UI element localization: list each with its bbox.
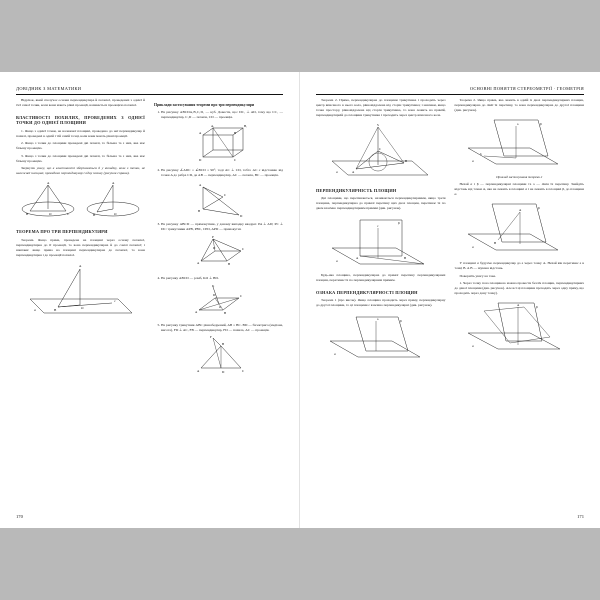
svg-text:A: A [199, 130, 202, 135]
svg-text:A: A [519, 208, 522, 213]
svg-text:A: A [78, 263, 81, 268]
folio-left: 170 [16, 514, 23, 519]
svg-text:D: D [222, 369, 225, 374]
property-3: 3. Якщо з точки до площини проведені дві похилі, то більша та з них, яка має більшу проекцію. [16, 153, 145, 163]
svg-text:A: A [197, 368, 200, 373]
left-column-1 [16, 98, 145, 496]
svg-text:B: B [234, 130, 237, 135]
svg-text:a: a [517, 121, 519, 126]
figure-example-distance [464, 200, 574, 258]
svg-text:D: D [240, 213, 243, 218]
svg-text:b: b [480, 151, 482, 156]
svg-text:F: F [210, 335, 212, 339]
heading-three-perpendiculars: ТЕОРЕМА ПРО ТРИ ПЕРПЕНДИКУЛЯРИ [16, 229, 108, 235]
property-1: 1. Якщо з однієї точки, не належної площині, проведено до неї перпендикуляр й похилі, проведені в одній і тій самій точці, коли вони мають рівні проекції. [16, 128, 145, 138]
svg-text:A: A [355, 256, 359, 261]
figure-theorem2-right [464, 116, 574, 172]
figure-triangle-perpendicular [326, 121, 436, 181]
heading-sign-perpendicularity: ОЗНАКА ПЕРПЕНДИКУЛЯРНОСТІ ПЛОЩИН [316, 290, 418, 296]
folio-right: 171 [577, 514, 584, 519]
note-2: Поверніть увагу на таке. [459, 273, 496, 278]
svg-text:O: O [113, 212, 117, 217]
example-text-4: На рисунку ABCD — ромб, KO ⊥ BD. [161, 275, 219, 280]
svg-text:a: a [376, 317, 379, 322]
svg-text:C: C [242, 246, 245, 251]
right-column-2 [455, 98, 585, 496]
figure-example-5 [193, 336, 251, 378]
svg-text:A: A [199, 182, 202, 187]
svg-text:D: D [213, 245, 216, 250]
svg-text:B: B [222, 341, 225, 346]
svg-text:A: A [351, 169, 355, 174]
example-item-4 [161, 276, 283, 320]
note-3: 1. Через точку поза площиною можна провести безліч площин, перпендикулярних до даної площини (див. рисунок). Але всі ці площини проходять через одну пряму, що проходить через дану точку). [454, 281, 584, 296]
examples-list [154, 110, 283, 378]
running-head-right-text: ОСНОВНІ ПОНЯТТЯ СТЕРЕОМЕТРІЇ · ГЕОМЕТРІЯ [469, 86, 584, 91]
example-text-3: На рисунку ABCD — прямокутник, у даному випадку квадрат. PA ⊥ AD; PC ⊥ DC: трикутники APB, PBC, CPD, APD — прямокутні. [161, 221, 283, 231]
figure-inclined-lines [16, 178, 145, 222]
figure-sign-perpendicularity [326, 311, 436, 361]
svg-text:B: B [224, 310, 227, 315]
running-head-left-text: ДОВІДНИК З МАТЕМАТИКИ [16, 86, 82, 91]
running-head-right [316, 86, 584, 95]
example-text-2: На рисунку ∠ADC = ∠BCD = 90°, тоді AC ⊥ CD, тобто AC є відстанню від точки A до ребра CD, де AB — перпендикуляр, AC — похила, BC — проекція. [161, 167, 283, 177]
example-caption: Приклад застосування теореми 2 [496, 174, 543, 179]
svg-text:β: β [540, 121, 542, 126]
running-head-left [16, 86, 283, 95]
svg-text:β: β [536, 305, 538, 310]
figure-perpendicular-planes [326, 214, 436, 270]
right-column-1 [316, 98, 446, 496]
svg-text:D: D [199, 157, 202, 162]
svg-text:β: β [399, 319, 402, 324]
svg-text:O: O [219, 304, 222, 309]
right-page [300, 72, 600, 528]
svg-text:C: C [234, 157, 237, 162]
example-text-5: На рисунку трикутник ABC рівнобедрений, AB = BC. BD — бісектриса (медіана, висота), FD ⊥ AC, FB — перпендикуляр, FD — похила, AC — проекція. [161, 322, 283, 332]
svg-text:B: B [198, 208, 201, 213]
svg-text:B₁: B₁ [244, 123, 248, 128]
left-column-2 [154, 98, 283, 496]
svg-text:α: α [333, 352, 336, 357]
svg-text:A: A [111, 181, 115, 186]
theorem-2-left: Теорема 2. Пряма, перпендикулярна до площини трикутника і проходить через центр вписаного в нього кола, рівновіддалена від сторін трикутника; і навпаки, якщо точка простору, рівновіддалена від сторін трикутника, то вона лежить на прямій, перпендикулярній до площини трикутника і проходить через центр вписаного кола. [316, 98, 446, 117]
heading-perpendicular-planes: ПЕРПЕНДИКУЛЯРНІСТЬ ПЛОЩИН [316, 187, 397, 193]
example-item-2 [161, 168, 283, 219]
svg-text:S: S [376, 122, 379, 127]
figure-example-3 [193, 235, 251, 273]
examples-heading: Приклади застосування теореми про три перпендикуляри [154, 103, 255, 107]
example-text-1: На рисунку ABCDA₁B₁C₁D₁ — куб. Довести, що: DC₁ ⊥ AD, тому що CC₁ — перпендикуляр, C₁D — похила, CD — проекція. [161, 109, 283, 119]
theorem-1-right: Теорема 1 (про висок). Якщо площина проходить через пряму, перпендикулярну до другої площини, то ці площини є взаємно перпендикулярні (див. рисунок). [316, 298, 446, 308]
svg-text:O: O [80, 305, 83, 310]
svg-text:P: P [212, 234, 214, 239]
svg-text:β: β [397, 221, 400, 226]
svg-text:α: α [472, 158, 474, 163]
properties-note: Звернути увагу, що в властивості зберігаються й у випадку, коли з точки, не належної площині, проведено перпендикуляр і одну похилу (рисунок справа). [16, 165, 145, 175]
example-item-1 [161, 110, 283, 165]
svg-text:A: A [517, 303, 520, 308]
left-page [0, 72, 300, 528]
figure-inclined-1 [18, 181, 78, 219]
perpendicular-planes-para-1: Дві площини, що перетинаються, називаються перпендикулярними, якщо третя площина, перпендикулярна до прямої перетину цих двох площин, перетинає їх по двом взаємно перпендикулярним прямим (див. рисунок). [316, 196, 446, 211]
svg-text:α: α [335, 169, 338, 174]
theorem-three-perpendiculars: Теорема. Якщо пряма, проведена на площині через основу похилої, перпендикулярна до її проекції, то вона перпендикулярна й до самої похилої; і навпаки: якщо пряма на площині перпендикулярна до похилої, то вона перпендикулярна і до проекції похилої. [16, 237, 145, 257]
svg-text:B: B [53, 307, 56, 312]
svg-text:B: B [403, 256, 406, 261]
figure-many-planes [464, 299, 574, 355]
figure-inclined-2 [83, 181, 143, 219]
heading-properties: ВЛАСТИВОСТІ ПОХИЛИХ, ПРОВЕДЕНИХ З ОДНІЄЇ ТОЧКИ ДО ОДНІЄЇ ПЛОЩИНИ [16, 114, 145, 126]
svg-text:α: α [335, 259, 338, 264]
property-2: 2. Якщо з точки до площини проведені дві похилі, то більша та з них, яка має більшу проекцію. [16, 141, 145, 151]
svg-text:B: B [92, 213, 96, 218]
svg-text:A: A [197, 260, 200, 265]
perpendicular-planes-para-2: Будь-яка площина, перпендикулярна до прямої перетину перпендикулярних площин, перетинає їх по перпендикулярним прямим. [316, 273, 446, 283]
svg-text:C: C [242, 368, 245, 373]
example-item-3 [161, 222, 283, 273]
svg-text:A₁: A₁ [211, 123, 215, 128]
svg-text:A: A [195, 309, 198, 314]
figure-cube [191, 123, 253, 165]
svg-text:C: C [378, 146, 381, 151]
svg-text:K: K [212, 283, 215, 288]
theorem-2-right: Теорема 2. Якщо пряма, яка лежить в одній із двох перпендикулярних площин, перпендикулярна до лінії їх перетину, то вона перпендикулярна до другої площини (див. рисунок). [454, 98, 584, 112]
svg-text:A: A [47, 181, 50, 186]
intro-paragraph: Відрізок, який сполучає основи перпендикуляра й похилої, проведених з однієї й тієї самої точки, коли вони мають рівні проекції, називається проекцією похилої. [16, 98, 145, 107]
svg-text:α: α [472, 245, 474, 250]
svg-text:B: B [228, 261, 231, 266]
example-item-5 [161, 323, 283, 378]
svg-text:O: O [49, 212, 52, 217]
svg-text:C: C [224, 192, 227, 197]
figure-example-4 [193, 284, 251, 320]
book-spread [0, 72, 600, 528]
svg-text:B: B [404, 158, 407, 163]
svg-text:C: C [240, 293, 243, 298]
figure-example-2 [193, 181, 251, 219]
svg-text:c: c [113, 298, 116, 303]
svg-text:B: B [494, 241, 497, 246]
example-body: Нехай α і β — перпендикулярні площини та a — лінія їх перетину. Знайдіть відстань від точки A, яка не лежить в площині α і не лежить в площині β, до площини α. [454, 182, 584, 197]
svg-text:C: C [67, 212, 70, 217]
svg-text:c: c [376, 224, 379, 229]
figure-three-perpendiculars [22, 261, 140, 319]
svg-text:α: α [33, 307, 36, 312]
svg-text:D: D [213, 292, 216, 297]
svg-text:α: α [472, 344, 474, 349]
svg-text:B: B [26, 212, 29, 217]
svg-text:β: β [538, 206, 540, 211]
note-1: У площині α будуємо перпендикуляр до a через точку A. Нехай він перетинає a в точці B. A B — шукана відстань. [454, 261, 584, 271]
